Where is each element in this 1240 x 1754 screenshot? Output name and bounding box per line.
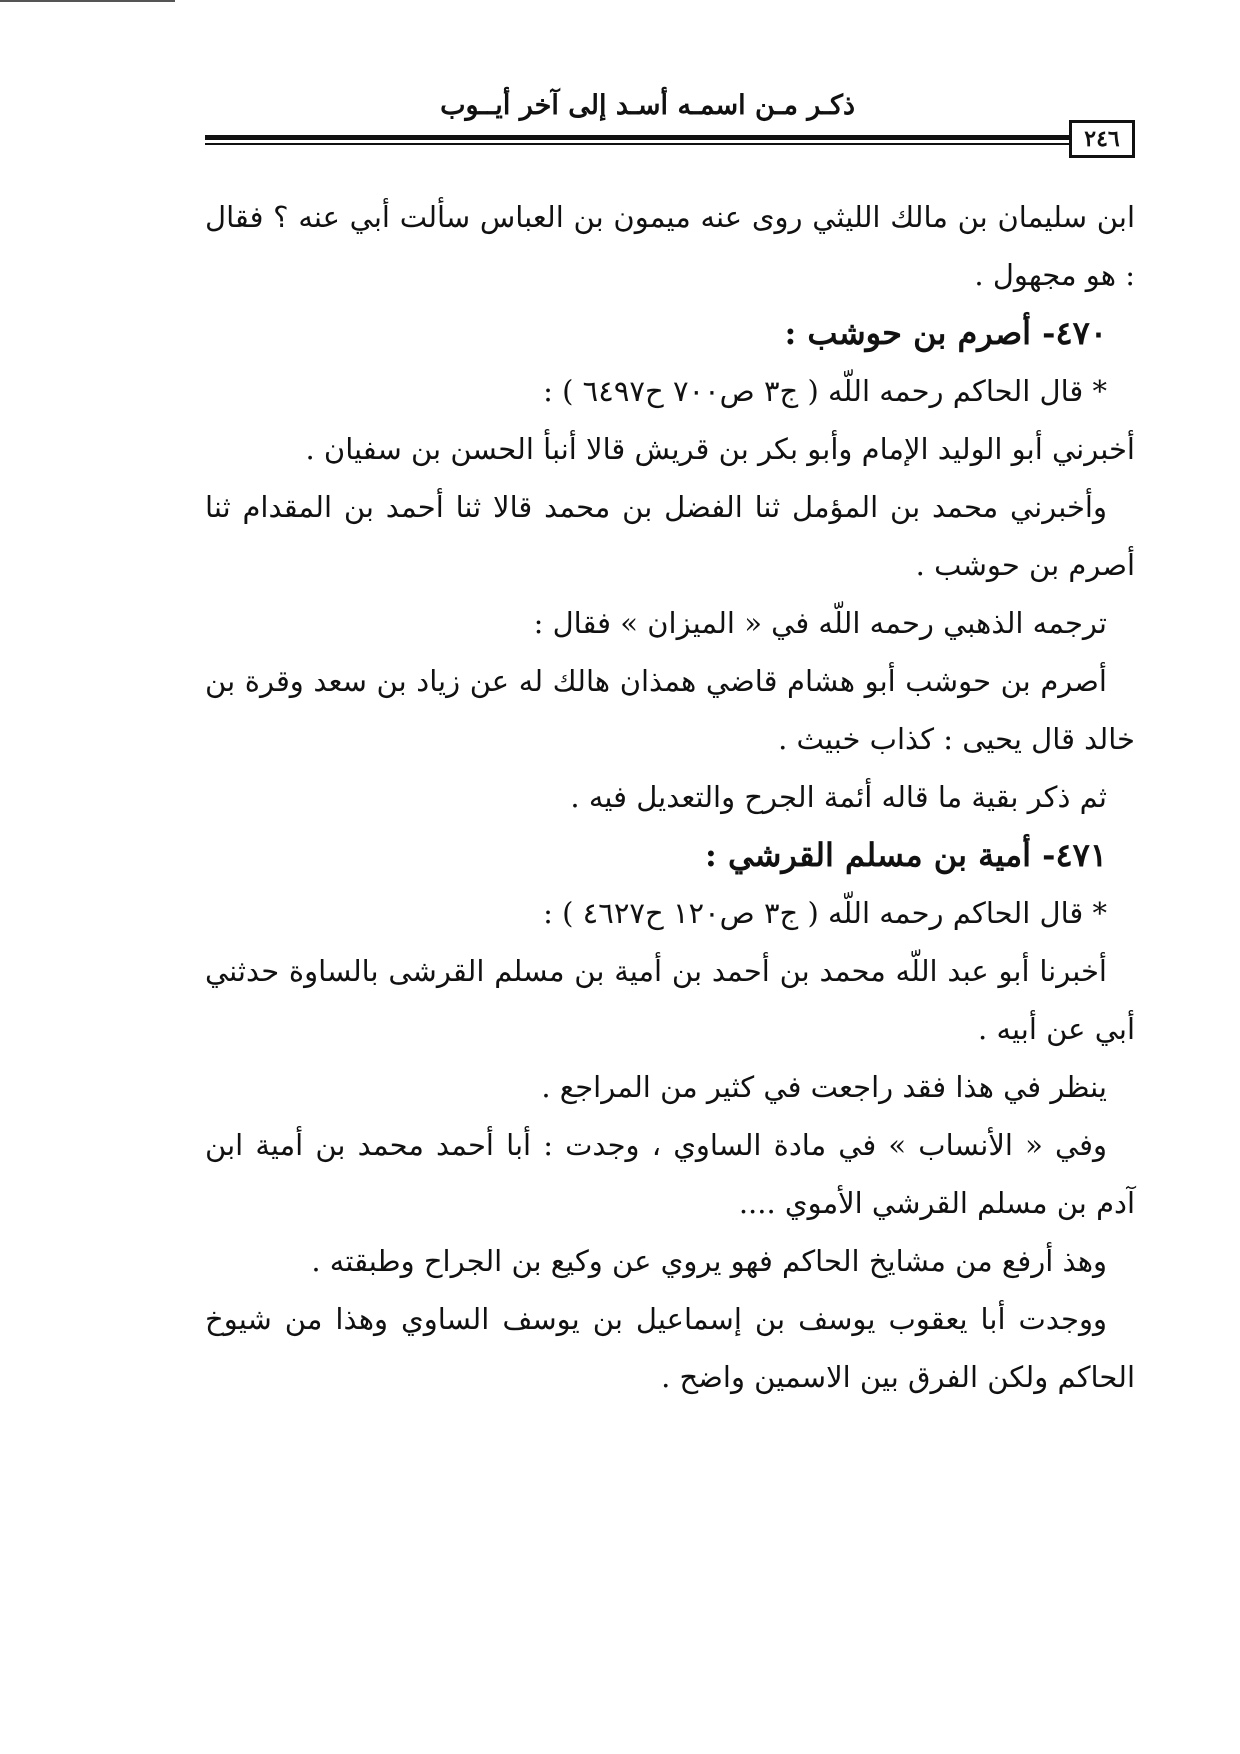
paragraph: ووجدت أبا يعقوب يوسف بن إسماعيل بن يوسف الساوي وهذا من شيوخ الحاكم ولكن الفرق بين الاسمين واضح . xyxy=(205,1302,1135,1394)
paragraph: وفي « الأنساب » في مادة الساوي ، وجدت : أبا أحمد محمد بن أمية ابن آدم بن مسلم القرشي الأموي .... xyxy=(205,1128,1135,1220)
paragraph: أخبرني أبو الوليد الإمام وأبو بكر بن قريش قالا أنبأ الحسن بن سفيان . xyxy=(305,432,1135,466)
entry-heading-470: ٤٧٠- أصرم بن حوشب : xyxy=(784,314,1107,352)
entry-heading-471: ٤٧١- أمية بن مسلم القرشي : xyxy=(704,836,1107,874)
header-rule-thin xyxy=(205,143,1135,145)
paragraph: أخبرنا أبو عبد اللّه محمد بن أحمد بن أمية بن مسلم القرشى بالساوة حدثني أبي عن أبيه . xyxy=(205,954,1135,1046)
paragraph: وهذ أرفع من مشايخ الحاكم فهو يروي عن وكيع بن الجراح وطبقته . xyxy=(311,1244,1107,1278)
paragraph: وأخبرني محمد بن المؤمل ثنا الفضل بن محمد قالا ثنا أحمد بن المقدام ثنا أصرم بن حوشب . xyxy=(205,490,1135,582)
scan-edge-line xyxy=(0,0,175,2)
page-body xyxy=(205,188,1135,1728)
paragraph-continuation: ابن سليمان بن مالك الليثي روى عنه ميمون بن العباس سألت أبي عنه ؟ فقال : هو مجهول . xyxy=(205,200,1135,292)
paragraph: ترجمه الذهبي رحمه اللّه في « الميزان » فقال : xyxy=(533,606,1107,640)
paragraph: أصرم بن حوشب أبو هشام قاضي همذان هالك له عن زياد بن سعد وقرة بن خالد قال يحيى : كذاب خبيث . xyxy=(205,664,1135,756)
paragraph: ثم ذكر بقية ما قاله أئمة الجرح والتعديل فيه . xyxy=(570,780,1107,814)
running-header xyxy=(205,90,1135,150)
source-citation: * قال الحاكم رحمه اللّه ( ج٣ ص١٢٠ ح٤٦٢٧ ) : xyxy=(543,896,1107,930)
header-rule-thick xyxy=(205,135,1135,140)
paragraph: ينظر في هذا فقد راجعت في كثير من المراجع . xyxy=(541,1070,1107,1104)
page-number-box: ٢٤٦ xyxy=(1069,120,1135,158)
source-citation: * قال الحاكم رحمه اللّه ( ج٣ ص٧٠٠ ح٦٤٩٧ ) : xyxy=(543,374,1107,408)
running-header-title: ذكـر مـن اسمـه أسـد إلى آخر أيــوب xyxy=(440,90,855,121)
